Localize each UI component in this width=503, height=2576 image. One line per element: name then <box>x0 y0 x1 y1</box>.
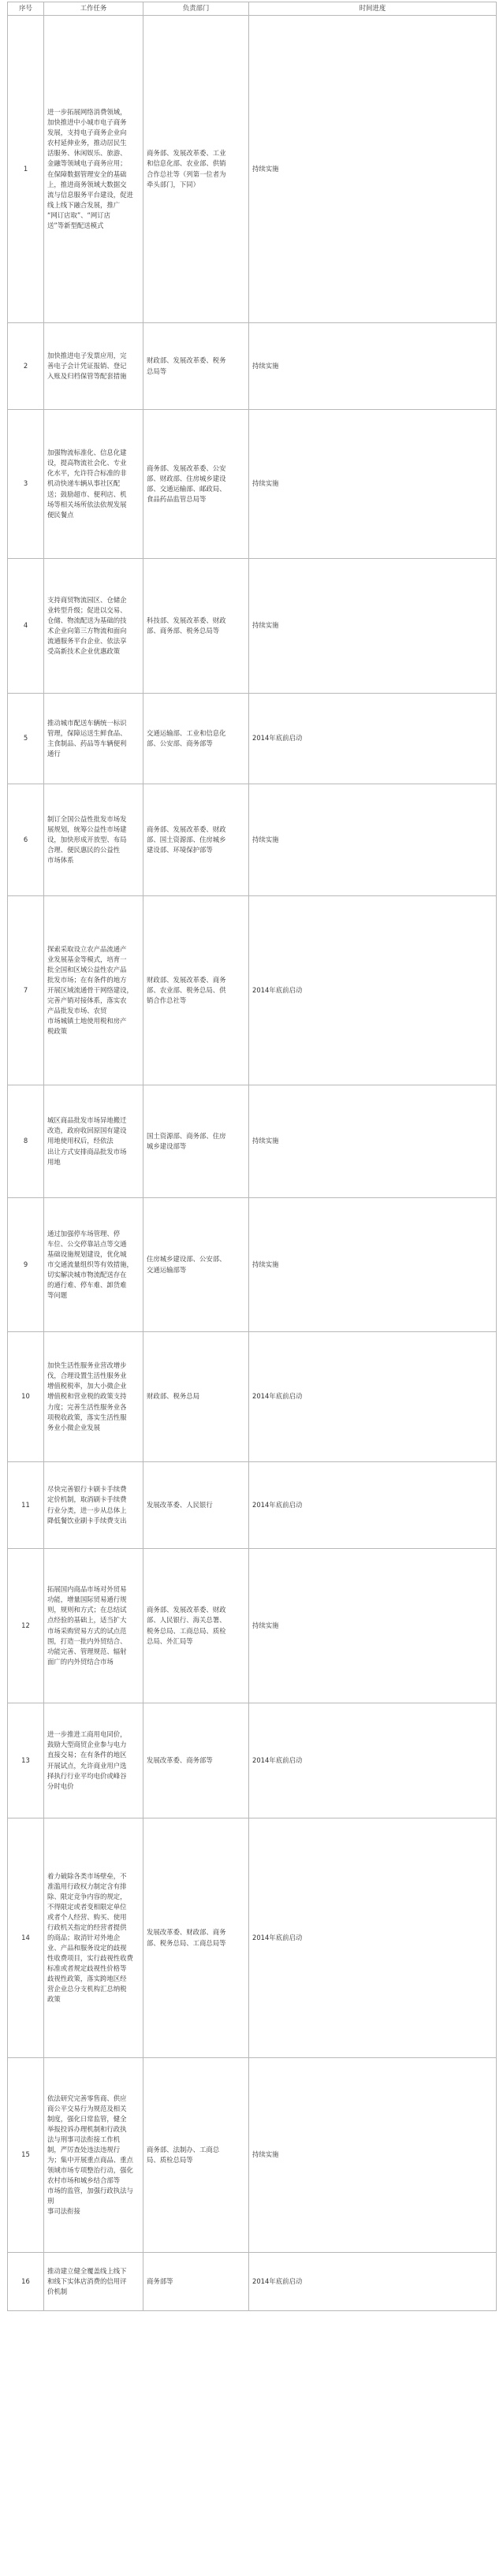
row-schedule: 持续实施 <box>249 1198 497 1332</box>
row-department: 商务部、法制办、工商总 局、质检总局等 <box>143 2058 249 2253</box>
row-number: 5 <box>8 694 44 784</box>
header-schedule: 时间进度 <box>249 2 497 16</box>
row-department: 交通运输部、工业和信息化 部、公安部、商务部等 <box>143 694 249 784</box>
task-table <box>7 2 497 2311</box>
table-row <box>8 559 497 694</box>
row-schedule: 持续实施 <box>249 2058 497 2253</box>
row-department: 科技部、发展改革委、财政 部、商务部、税务总局等 <box>143 559 249 694</box>
row-schedule: 2014年底前启动 <box>249 1703 497 1818</box>
row-number: 10 <box>8 1332 44 1462</box>
row-number: 15 <box>8 2058 44 2253</box>
table-row <box>8 1332 497 1462</box>
row-task: 城区商品批发市场异地搬迁 改造，政府收回原国有建设 用地使用权后，经依法 出让方式安排商品批发市场 用地 <box>44 1085 143 1198</box>
row-number: 16 <box>8 2253 44 2311</box>
row-department: 商务部等 <box>143 2253 249 2311</box>
row-department: 国土资源部、商务部、住房 城乡建设部等 <box>143 1085 249 1198</box>
row-department: 财政部、发展改革委、商务 部、农业部、税务总局、供 销合作总社等 <box>143 896 249 1085</box>
row-department: 财政部、税务总局 <box>143 1332 249 1462</box>
row-schedule: 2014年底前启动 <box>249 694 497 784</box>
row-number: 1 <box>8 16 44 323</box>
table-row <box>8 2058 497 2253</box>
row-schedule: 2014年底前启动 <box>249 1462 497 1549</box>
row-number: 11 <box>8 1462 44 1549</box>
table-row <box>8 694 497 784</box>
table-row <box>8 323 497 410</box>
table-row <box>8 410 497 559</box>
table-row <box>8 1549 497 1703</box>
row-department: 商务部、发展改革委、工业 和信息化部、农业部、供销 合作总社等（列第一位者为 牵头部门，下同） <box>143 16 249 323</box>
row-department: 发展改革委、财政部、商务 部、税务总局、工商总局等 <box>143 1818 249 2058</box>
row-schedule: 2014年底前启动 <box>249 896 497 1085</box>
row-department: 商务部、发展改革委、公安 部、财政部、住房城乡建设 部、交通运输部、邮政局、 食品药品监管总局等 <box>143 410 249 559</box>
row-department: 发展改革委、商务部等 <box>143 1703 249 1818</box>
row-number: 6 <box>8 784 44 896</box>
row-schedule: 2014年底前启动 <box>249 1332 497 1462</box>
row-number: 13 <box>8 1703 44 1818</box>
table-row <box>8 784 497 896</box>
table-header-row <box>8 2 497 16</box>
row-department: 商务部、发展改革委、财政 部、国土资源部、住房城乡 建设部、环境保护部等 <box>143 784 249 896</box>
row-number: 9 <box>8 1198 44 1332</box>
row-number: 8 <box>8 1085 44 1198</box>
row-task: 推动建立健全覆盖线上线下 和线下实体店消费的信用评 价机制 <box>44 2253 143 2311</box>
row-task: 加强物流标准化、信息化建 设，提高物流社会化、专业 化水平，允许符合标准的非 机动快递车辆从事社区配 送；鼓励超市、便利店、机 场等相关场所依法依规发展 便民餐点 <box>44 410 143 559</box>
row-schedule: 持续实施 <box>249 784 497 896</box>
row-task: 通过加强停车场管理、停 车位、公交停靠站点等交通 基础设施规划建设，优化城 市交通流量组织等有效措施， 切实解决城市物流配送存在 的通行难、停车难、卸货难 等问题 <box>44 1198 143 1332</box>
row-schedule: 持续实施 <box>249 410 497 559</box>
row-task: 着力破除各类市场壁垒，不 准滥用行政权力制定含有排 除、限定竞争内容的规定， 不得限定或者变相限定单位 或者个人经营、购买、使用 行政机关指定的经营者提供 的商品；取消针对外地企 业、产品和服务设定的歧视 性收费项目，实行歧视性收费 标准或者规定歧视性价格等 歧视性政策，落实跨地区经 营企业总分支机构汇总纳税 政策 <box>44 1818 143 2058</box>
row-number: 7 <box>8 896 44 1085</box>
row-number: 14 <box>8 1818 44 2058</box>
row-department: 发展改革委、人民银行 <box>143 1462 249 1549</box>
row-task: 加快生活性服务业营改增步 伐，合理设置生活性服务业 增值税税率，加大小微企业 增值税和营业税的政策支持 力度；完善生活性服务业各 项税收政策，落实生活性服 务业小微企业发展 <box>44 1332 143 1462</box>
table-row <box>8 1198 497 1332</box>
row-number: 12 <box>8 1549 44 1703</box>
row-number: 2 <box>8 323 44 410</box>
table-row <box>8 1703 497 1818</box>
header-task: 工作任务 <box>44 2 143 16</box>
row-schedule: 持续实施 <box>249 559 497 694</box>
row-task: 进一步拓展网络消费领域， 加快推进中小城市电子商务 发展，支持电子商务企业向 农村延伸业务，推动居民生 活服务、休闲娱乐、旅游、 金融等领域电子商务应用； 在保障数据管理安全的基础 上，推进商务领域大数据交 流与信息服务平台建设，促进 线上线下融合发展，推广 “网订店取”、“网订店 送”等新型配送模式 <box>44 16 143 323</box>
header-number: 序号 <box>8 2 44 16</box>
row-department: 商务部、发展改革委、财政 部、人民银行、海关总署、 税务总局、工商总局、质检 总局、外汇局等 <box>143 1549 249 1703</box>
row-task: 推动城市配送车辆统一标识 管理，保障运送生鲜食品、 主食制品、药品等车辆便利 通行 <box>44 694 143 784</box>
row-number: 3 <box>8 410 44 559</box>
table-row <box>8 896 497 1085</box>
row-schedule: 持续实施 <box>249 1085 497 1198</box>
row-task: 制订全国公益性批发市场发 展规划，统筹公益性市场建 设，加快形成开放型、布局 合理、便民惠民的公益性 市场体系 <box>44 784 143 896</box>
row-department: 住房城乡建设部、公安部、 交通运输部等 <box>143 1198 249 1332</box>
table-row <box>8 2253 497 2311</box>
row-number: 4 <box>8 559 44 694</box>
table-row <box>8 1462 497 1549</box>
row-task: 加快推进电子发票应用，完 善电子会计凭证报销、登记 入账及归档保管等配套措施 <box>44 323 143 410</box>
table-row <box>8 16 497 323</box>
row-schedule: 持续实施 <box>249 1549 497 1703</box>
row-task: 进一步推进工商用电同价， 鼓励大型商贸企业参与电力 直接交易；在有条件的地区 开展试点，允许商业用户选 择执行行业平均电价或峰谷 分时电价 <box>44 1703 143 1818</box>
row-schedule: 持续实施 <box>249 16 497 323</box>
row-schedule: 持续实施 <box>249 323 497 410</box>
row-task: 依法研究完善零售商、供应 商公平交易行为规范及相关 制度，强化日常监管，健全 举报投诉办理机制和行政执 法与刑事司法衔接工作机 制，严厉查处违法违规行 为；集中开展重点商品、重点 领域市场专项整治行动，强化 农村市场和城乡结合部等 市场的监管，加强行政执法与刑 事司法衔接 <box>44 2058 143 2253</box>
row-task: 探索采取设立农产品流通产 业发展基金等模式，培育一 批全国和区域公益性农产品 批发市场；在有条件的地方 开展区域流通骨干网络建设， 完善产销对接体系，落实农 产品批发市场、农贸 市场城镇土地使用税和房产 税政策 <box>44 896 143 1085</box>
row-schedule: 2014年底前启动 <box>249 2253 497 2311</box>
row-task: 尽快完善银行卡刷卡手续费 定价机制，取消刷卡手续费 行业分类，进一步从总体上 降低餐饮业刷卡手续费支出 <box>44 1462 143 1549</box>
row-schedule: 2014年底前启动 <box>249 1818 497 2058</box>
row-task: 拓展国内商品市场对外贸易 功能，增量国际贸易通行规 则，规则和方式；在总结试 点经验的基础上，适当扩大 市场采购贸易方式的试点范 围，打造一批内外贸结合、 功能完善、管理规范、辐射 面广的内外贸结合市场 <box>44 1549 143 1703</box>
table-row <box>8 1085 497 1198</box>
table-row <box>8 1818 497 2058</box>
header-department: 负责部门 <box>143 2 249 16</box>
row-task: 支持商贸物流园区、仓储企 业转型升级；促进以交易、 仓储、物流配送为基础的技 术企业向第三方物流和面向 流通服务平台企业、依法享 受高新技术企业优惠政策 <box>44 559 143 694</box>
row-department: 财政部、发展改革委、税务 总局等 <box>143 323 249 410</box>
